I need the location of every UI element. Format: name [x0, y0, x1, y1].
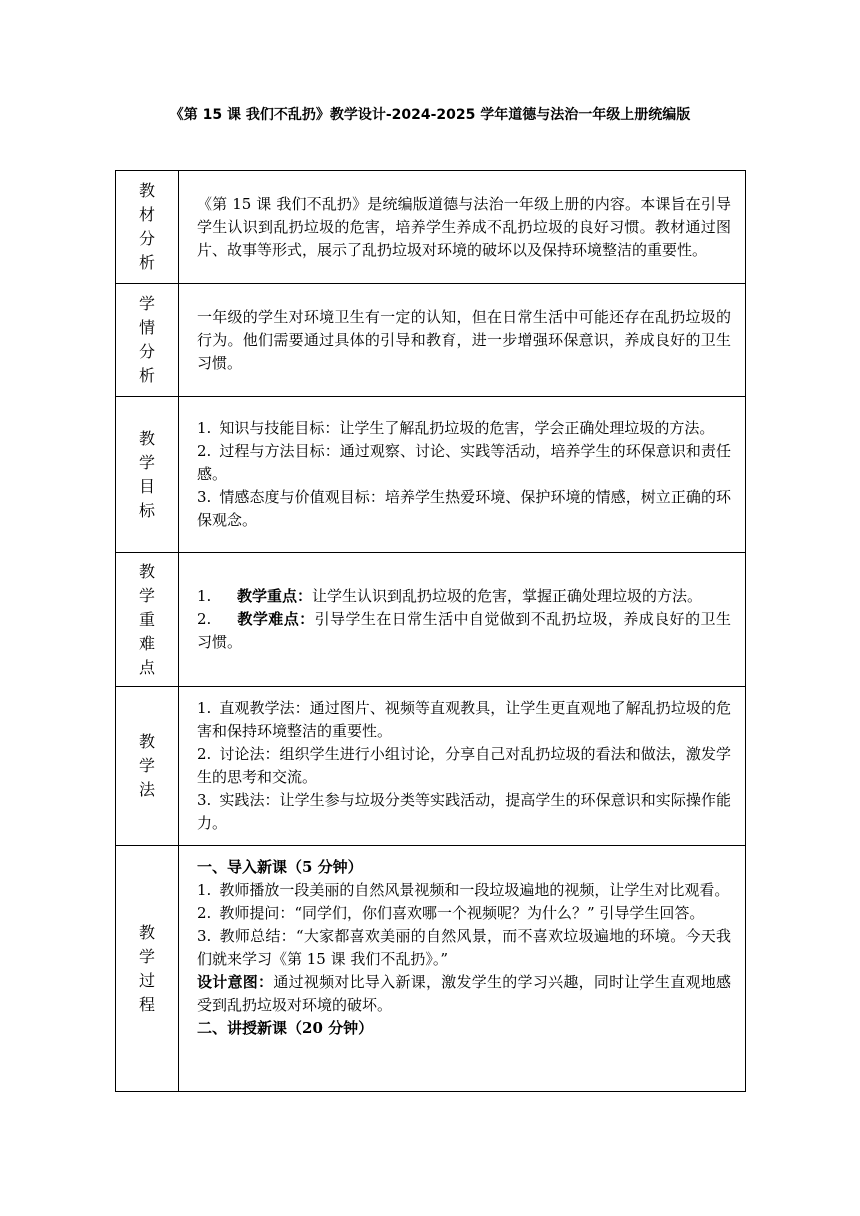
- item-text: 教师提问：“同学们，你们喜欢哪一个视频呢？为什么？” 引导学生回答。: [219, 904, 705, 922]
- item-text: 实践法：让学生参与垃圾分类等实践活动，提高学生的环保意识和实际操作能力。: [197, 791, 731, 832]
- list-item: [197, 925, 731, 971]
- row-label-cell: [116, 171, 179, 284]
- list-item: [197, 608, 731, 654]
- list-item: [197, 902, 731, 925]
- item-text: 直观教学法：通过图片、视频等直观教具，让学生更直观地了解乱扔垃圾的危害和保持环境整洁的重要性。: [197, 699, 731, 740]
- row-label-cell: [116, 284, 179, 397]
- design-intent-text: 通过视频对比导入新课，激发学生的学习兴趣，同时让学生直观地感受到乱扔垃圾对环境的破坏。: [197, 973, 731, 1014]
- item-text: 知识与技能目标：让学生了解乱扔垃圾的危害，学会正确处理垃圾的方法。: [219, 419, 715, 437]
- item-text: 过程与方法目标：通过观察、讨论、实践等活动，培养学生的环保意识和责任感。: [197, 442, 731, 483]
- table-row: [116, 397, 746, 553]
- item-bold-label: 教学重点：: [237, 587, 313, 605]
- list-item: [197, 486, 731, 532]
- row-label: 学情分析: [139, 294, 156, 385]
- list-item: [197, 440, 731, 486]
- item-text: 教师总结：“大家都喜欢美丽的自然风景，而不喜欢垃圾遍地的环境。今天我们就来学习《第 15 课 我们不乱扔》。”: [197, 927, 731, 968]
- document-title: 《第 15 课 我们不乱扔》教学设计-2024-2025 学年道德与法治一年级上册统编版: [169, 107, 691, 123]
- list-item: [197, 585, 731, 608]
- list-item: [197, 879, 731, 902]
- row-label: 教学法: [139, 732, 156, 799]
- item-number: 1.: [197, 881, 212, 899]
- row-label: 教学目标: [139, 428, 156, 520]
- row-content-cell: [179, 171, 746, 284]
- item-number: 2.: [197, 442, 212, 460]
- item-number: 1.: [197, 419, 212, 437]
- item-text: 情感态度与价值观目标：培养学生热爱环境、保护环境的情感，树立正确的环保观念。: [197, 488, 731, 529]
- student-analysis-text: 一年级的学生对环境卫生有一定的认知，但在日常生活中可能还存在乱扔垃圾的行为。他们需要通过具体的引导和教育，进一步增强环保意识，养成良好的卫生习惯。: [197, 307, 731, 372]
- table-row: [116, 284, 746, 397]
- row-label: 教材分析: [139, 181, 156, 272]
- item-number: 2.: [197, 610, 212, 628]
- item-bold-label: 教学难点：: [237, 610, 315, 628]
- design-intent-label: 设计意图：: [197, 973, 274, 991]
- item-number: 2.: [197, 904, 212, 922]
- item-number: 3.: [197, 927, 212, 945]
- list-item: [197, 743, 731, 789]
- row-label-cell: [116, 846, 179, 1092]
- textbook-analysis-text: 《第 15 课 我们不乱扔》是统编版道德与法治一年级上册的内容。本课旨在引导学生认识到乱扔垃圾的危害，培养学生养成不乱扔垃圾的良好习惯。教材通过图片、故事等形式，展示了乱扔垃圾对环境的破坏以及保持环境整洁的重要性。: [197, 194, 731, 259]
- row-content-cell: [179, 687, 746, 846]
- table-row: [116, 553, 746, 687]
- list-item: [197, 697, 731, 743]
- design-intent: [197, 971, 731, 1017]
- table-row: [116, 171, 746, 284]
- section-heading: 一、导入新课（5 分钟）: [197, 858, 363, 876]
- section-heading: 二、讲授新课（20 分钟）: [197, 1019, 374, 1037]
- row-content-cell: [179, 397, 746, 553]
- lesson-plan-table: [115, 170, 746, 1092]
- row-label-cell: [116, 553, 179, 687]
- item-number: 1.: [197, 699, 212, 717]
- row-label: 教学过程: [139, 922, 156, 1014]
- table-row: [116, 687, 746, 846]
- list-item: [197, 417, 731, 440]
- row-content-cell: [179, 846, 746, 1092]
- item-text: 让学生认识到乱扔垃圾的危害，掌握正确处理垃圾的方法。: [312, 587, 703, 605]
- table-row: [116, 846, 746, 1092]
- item-number: 2.: [197, 745, 212, 763]
- row-content-cell: [179, 553, 746, 687]
- item-number: 3.: [197, 791, 212, 809]
- row-label-cell: [116, 397, 179, 553]
- row-label: 教学重难点: [139, 561, 156, 677]
- row-label-cell: [116, 687, 179, 846]
- item-text: 讨论法：组织学生进行小组讨论，分享自己对乱扔垃圾的看法和做法，激发学生的思考和交流。: [197, 745, 731, 786]
- item-number: 3.: [197, 488, 212, 506]
- row-content-cell: [179, 284, 746, 397]
- item-number: 1.: [197, 587, 212, 605]
- item-text: 教师播放一段美丽的自然风景视频和一段垃圾遍地的视频，让学生对比观看。: [219, 881, 730, 899]
- list-item: [197, 789, 731, 835]
- item-text: 引导学生在日常生活中自觉做到不乱扔垃圾，养成良好的卫生习惯。: [197, 610, 731, 651]
